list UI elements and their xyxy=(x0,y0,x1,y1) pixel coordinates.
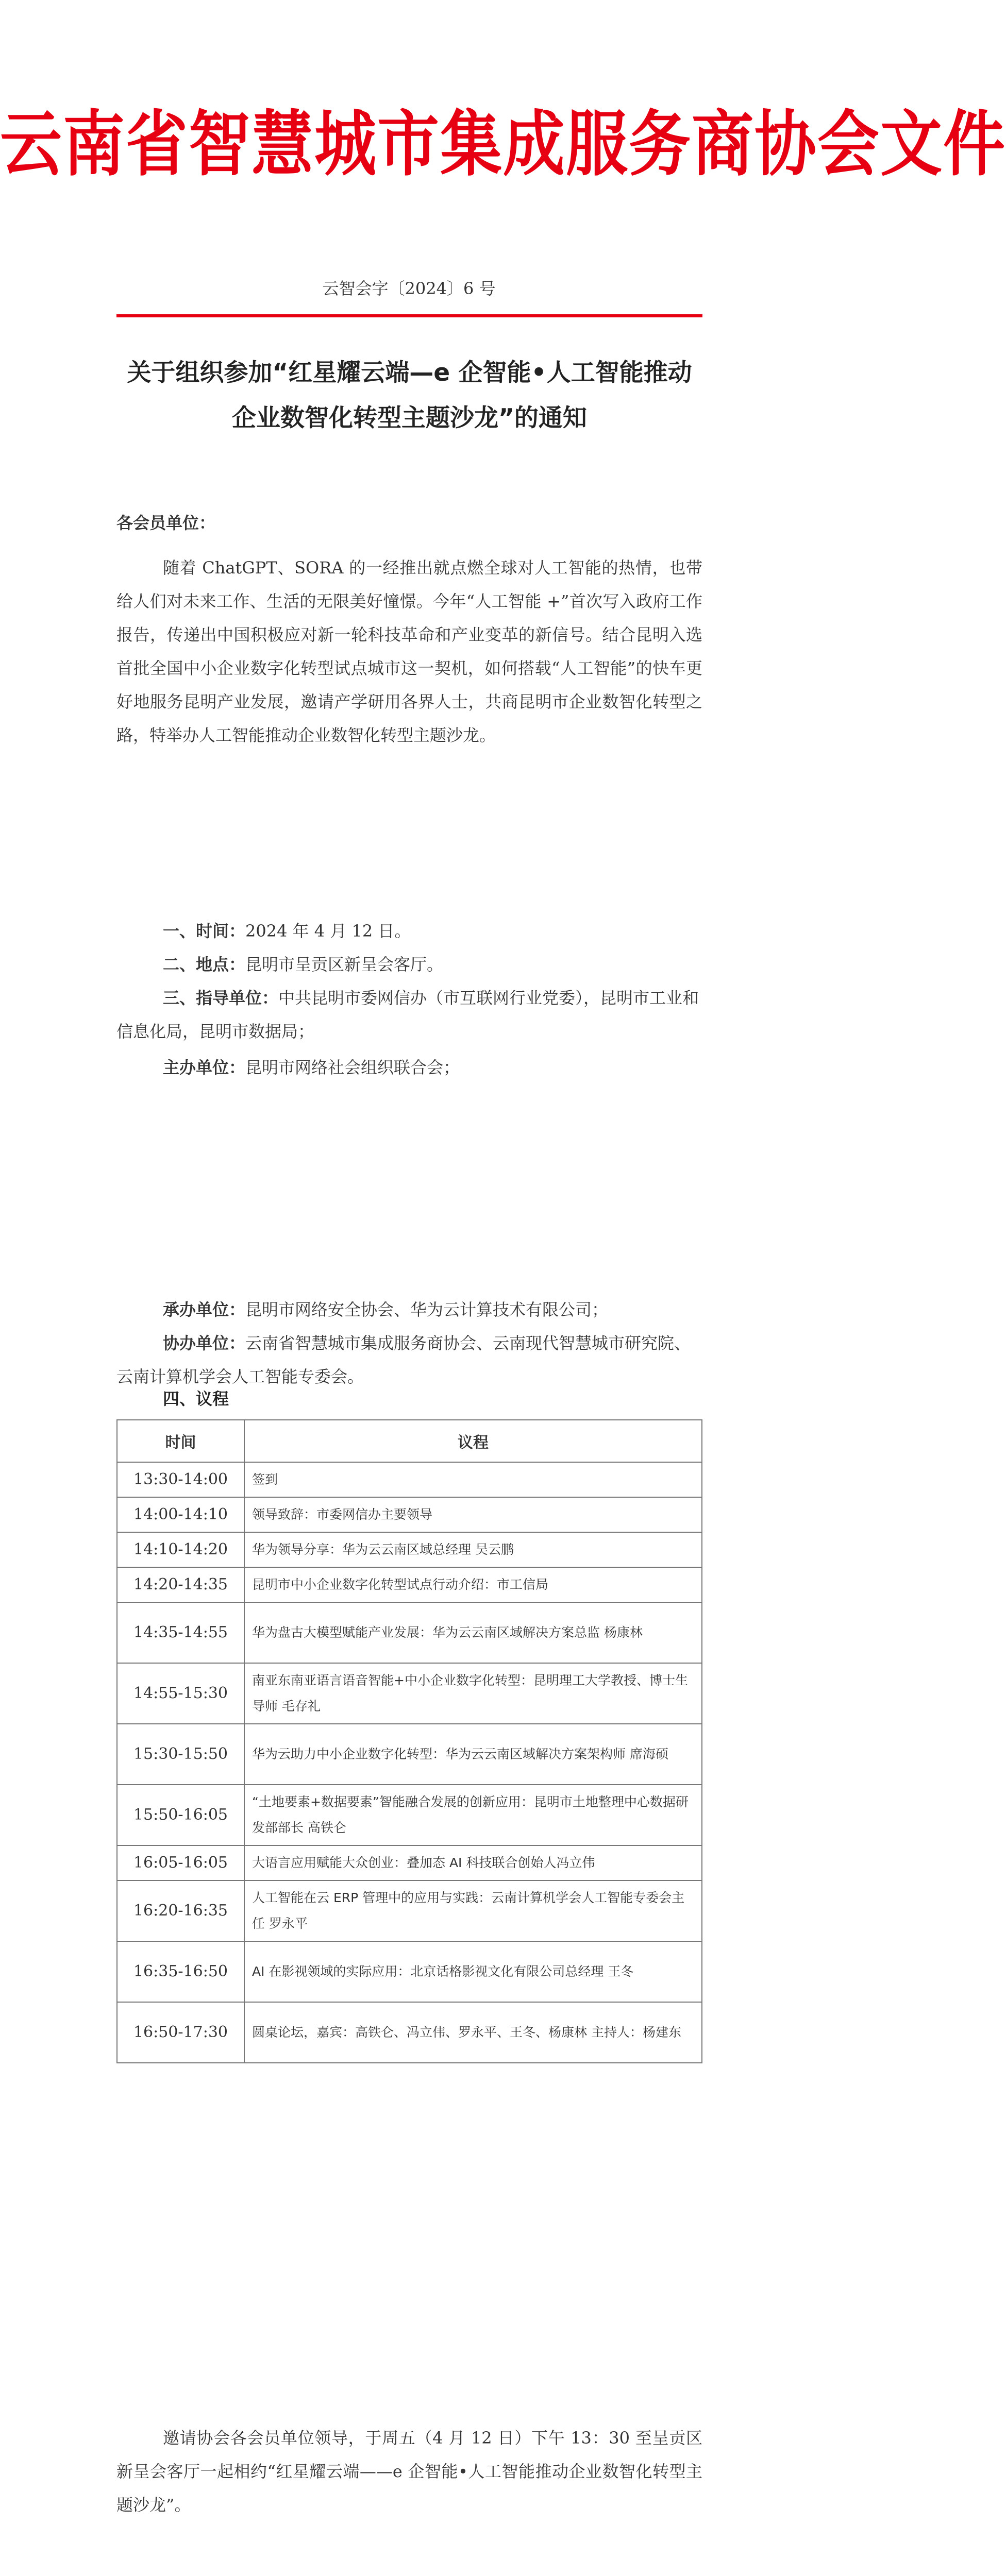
co-organizer-units xyxy=(116,1327,702,1394)
table-row xyxy=(117,1602,702,1663)
document-masthead: 云南省智慧城市集成服务商协会文件 xyxy=(0,104,1006,186)
co-organizer-units-value: 云南省智慧城市集成服务商协会、云南现代智慧城市研究院、云南计算机学会人工智能专委会。 xyxy=(116,1333,691,1386)
agenda-column-time: 时间 xyxy=(117,1420,244,1462)
table-row xyxy=(117,1880,702,1941)
host-unit-value: 昆明市网络社会组织联合会； xyxy=(245,1058,460,1077)
organizer-units-label: 承办单位： xyxy=(163,1300,246,1319)
table-row xyxy=(117,1785,702,1845)
agenda-time: 14:10-14:20 xyxy=(117,1532,244,1567)
agenda-time: 14:55-15:30 xyxy=(117,1663,244,1724)
agenda-time: 15:50-16:05 xyxy=(117,1785,244,1845)
table-row xyxy=(117,1663,702,1724)
agenda-column-content: 议程 xyxy=(244,1420,702,1462)
table-row xyxy=(117,1941,702,2002)
red-separator-line xyxy=(116,314,702,317)
agenda-time: 14:20-14:35 xyxy=(117,1567,244,1602)
co-organizer-units-label: 协办单位： xyxy=(163,1333,246,1353)
table-row xyxy=(117,2002,702,2063)
agenda-content: “土地要素+数据要素”智能融合发展的创新应用：昆明市土地整理中心数据研发部部长 高铁仑 xyxy=(244,1785,702,1845)
table-row xyxy=(117,1724,702,1785)
table-row xyxy=(117,1845,702,1880)
agenda-time: 15:30-15:50 xyxy=(117,1724,244,1785)
intro-paragraph: 随着 ChatGPT、SORA 的一经推出就点燃全球对人工智能的热情，也带给人们对未来工作、生活的无限美好憧憬。今年“人工智能 +”首次写入政府工作报告，传递出中国积极应对新一轮科技革命和产业变革的新信号。结合昆明入选首批全国中小企业数字化转型试点城市这一契机，如何搭载“人工智能”的快车更好地服务昆明产业发展，邀请产学研用各界人士，共商昆明市企业数智化转型之路，特举办人工智能推动企业数智化转型主题沙龙。 xyxy=(116,558,702,745)
table-row xyxy=(117,1462,702,1497)
notice-title: 关于组织参加“红星耀云端—e 企智能•人工智能推动企业数智化转型主题沙龙”的通知 xyxy=(127,359,692,432)
agenda-content: 圆桌论坛，嘉宾：高铁仑、冯立伟、罗永平、王冬、杨康林 主持人：杨建东 xyxy=(244,2002,702,2063)
agenda-content: 华为盘古大模型赋能产业发展：华为云云南区域解决方案总监 杨康林 xyxy=(244,1602,702,1663)
host-unit-label: 主办单位： xyxy=(163,1058,246,1077)
invitation-paragraph: 邀请协会各会员单位领导，于周五（4 月 12 日）下午 13：30 至呈贡区新呈会客厅一起相约“红星耀云端——e 企智能•人工智能推动企业数智化转型主题沙龙”。 xyxy=(116,2428,702,2515)
agenda-table xyxy=(116,1419,702,2063)
agenda-content: AI 在影视领域的实际应用：北京话格影视文化有限公司总经理 王冬 xyxy=(244,1941,702,2002)
agenda-heading: 四、议程 xyxy=(163,1389,229,1409)
agenda-time: 16:20-16:35 xyxy=(117,1880,244,1941)
agenda-time: 14:35-14:55 xyxy=(117,1602,244,1663)
agenda-time: 16:35-16:50 xyxy=(117,1941,244,2002)
table-row xyxy=(117,1497,702,1532)
guiding-units-label: 三、指导单位： xyxy=(163,988,279,1008)
agenda-content: 人工智能在云 ERP 管理中的应用与实践：云南计算机学会人工智能专委会主任 罗永平 xyxy=(244,1880,702,1941)
agenda-content: 华为云助力中小企业数字化转型：华为云云南区域解决方案架构师 席海硕 xyxy=(244,1724,702,1785)
agenda-content: 大语言应用赋能大众创业：叠加态 AI 科技联合创始人冯立伟 xyxy=(244,1845,702,1880)
agenda-time: 14:00-14:10 xyxy=(117,1497,244,1532)
agenda-time: 13:30-14:00 xyxy=(117,1462,244,1497)
event-time-label: 一、时间： xyxy=(163,921,246,941)
agenda-time: 16:05-16:05 xyxy=(117,1845,244,1880)
salutation: 各会员单位： xyxy=(116,513,216,533)
table-row xyxy=(117,1567,702,1602)
event-place-value: 昆明市呈贡区新呈会客厅。 xyxy=(245,955,444,974)
agenda-content: 领导致辞：市委网信办主要领导 xyxy=(244,1497,702,1532)
agenda-content: 昆明市中小企业数字化转型试点行动介绍：市工信局 xyxy=(244,1567,702,1602)
event-time xyxy=(116,914,702,948)
guiding-units xyxy=(116,981,702,1048)
host-unit xyxy=(116,1051,702,1084)
event-place xyxy=(116,948,702,981)
agenda-header-row xyxy=(117,1420,702,1462)
agenda-content: 华为领导分享：华为云云南区域总经理 吴云鹏 xyxy=(244,1532,702,1567)
organizer-units xyxy=(116,1293,702,1327)
event-time-value: 2024 年 4 月 12 日。 xyxy=(245,921,411,941)
table-row xyxy=(117,1532,702,1567)
guiding-units-value: 中共昆明市委网信办（市互联网行业党委），昆明市工业和信息化局，昆明市数据局； xyxy=(116,988,699,1041)
agenda-content: 签到 xyxy=(244,1462,702,1497)
agenda-time: 16:50-17:30 xyxy=(117,2002,244,2063)
document-number: 云智会字〔2024〕6 号 xyxy=(322,279,496,298)
agenda-content: 南亚东南亚语言语音智能+中小企业数字化转型：昆明理工大学教授、博士生导师 毛存礼 xyxy=(244,1663,702,1724)
organizer-units-value: 昆明市网络安全协会、华为云计算技术有限公司； xyxy=(245,1300,609,1319)
event-place-label: 二、地点： xyxy=(163,955,246,974)
